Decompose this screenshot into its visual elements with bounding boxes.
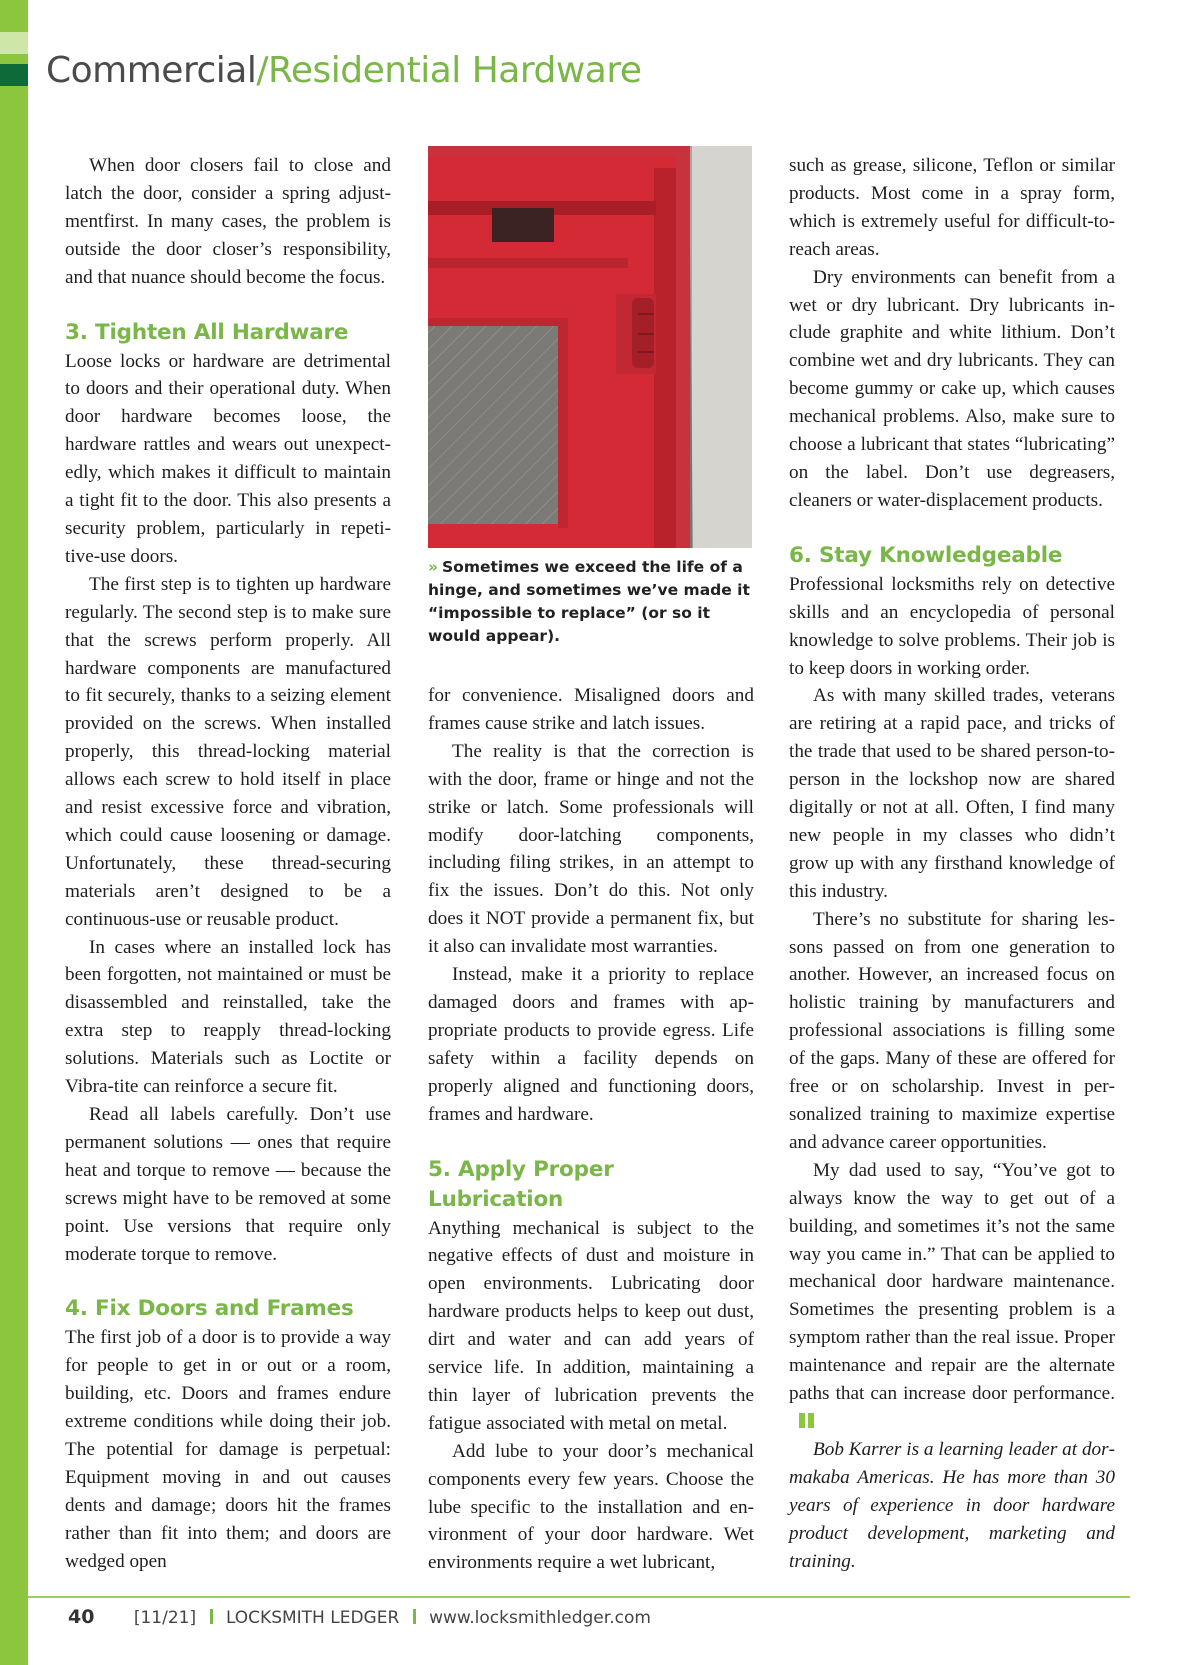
paragraph: Dry environments can benefit from a wet or dry lubricant. Dry lubricants include graphite and white lithium. Don’t combine wet and dry lubricants. They can become gummy or cake up, which causes mechanical problems. Also, make sure to choose a lubricant that states “lubricating” on the label. Don’t use degreasers, cleaners or water-displacement products. <box>789 266 1115 511</box>
website-link[interactable]: www.locksmithledger.com <box>429 1608 651 1628</box>
paragraph: In cases where an installed lock has been forgotten, not maintained or must be disassembled and reinstalled, take the extra step to reapply thread-locking solutions. Materials such as Loctite or Vibra-tite can reinforce a secure fit. <box>65 936 391 1098</box>
closing-text: My dad used to say, “You’ve got to always know the way to get out of a building, and sometimes it’s not the same way you came in.” That can be applied to mechanical door hardware maintenance. Sometimes the presenting problem is a symptom rather than the real issue. Proper maintenance and repair are the alternate paths that can increase door performance. <box>789 1159 1115 1405</box>
paragraph: The reality is that the correction is with the door, frame or hinge and not the strike or latch. Some professionals will modify door-latching components, including filing strikes, in an attempt to fix the issues. Don’t do this. Not only does it NOT provide a permanent fix, but it also can invalidate most warranties. <box>428 740 754 958</box>
subheading-tighten-hardware: 3. Tighten All Hardware <box>65 319 349 345</box>
header-part-commercial: Commercial <box>46 50 257 91</box>
column-2 <box>428 152 754 1577</box>
paragraph: Read all labels carefully. Don’t use permanent solutions — ones that require heat and torque to remove — because the screws might have to be removed at some point. Use versions that require only moderate torque to remove. <box>65 1104 391 1265</box>
paragraph-closing <box>789 1157 1115 1436</box>
column-3 <box>789 152 1115 1575</box>
caption-text: Sometimes we exceed the life of a hinge, and sometimes we’ve made it “impossible to replace” (or so it would appear). <box>428 558 750 645</box>
paragraph: The first step is to tighten up hardware regularly. The second step is to make sure that the screws perform properly. All hardware components are manufactured to fit securely, thanks to a seizing element provided on the screws. When installed properly, this thread-locking material allows each screw to hold itself in place and resist excessive force and vibration, which could cause loosening or damage. Unfortunately, these thread-securing materials aren’t designed to be a continuous-use or reusable product. <box>65 573 391 930</box>
red-door-hinge-photo <box>428 146 752 548</box>
footer-separator <box>413 1609 416 1624</box>
paragraph: Professional locksmiths rely on detective skills and an encyclopedia of personal knowledge to solve problems. Their job is to keep doors in working order. <box>789 573 1115 679</box>
page-footer <box>68 1606 651 1628</box>
door-photo-illustration <box>428 146 752 548</box>
paragraph: Loose locks or hardware are detrimental to doors and their operational duty. When door hardware becomes loose, the hardware rattles and wears out unexpectedly, which makes it difficult to maintain a tight fit to the door. This also presents a security problem, particularly in repetitive-use doors. <box>65 350 391 567</box>
footer-separator <box>210 1609 213 1624</box>
double-chevron-right-icon: » <box>428 558 439 576</box>
author-bio: Bob Karrer is a learning leader at dormakaba Americas. He has more than 30 years of experience in door hardware product development, marketing and training. <box>789 1438 1115 1572</box>
photo-caption <box>428 556 754 648</box>
subheading-stay-knowledgeable: 6. Stay Knowledgeable <box>789 542 1063 568</box>
paragraph: such as grease, silicone, Teflon or similar products. Most come in a spray form, which is extremely useful for difficult-to-reach areas. <box>789 155 1115 260</box>
paragraph: As with many skilled trades, veterans are retiring at a rapid pace, and tricks of the trade that used to be shared person-to-person in the lockshop now are shared digitally or not at all. Often, I find many new people in my classes who didn’t grow up with any firsthand knowledge of this industry. <box>789 685 1115 902</box>
light-green-tab <box>0 32 28 54</box>
paragraph: Add lube to your door’s mechanical components every few years. Choose the lube specific to the installation and environment of your door hardware. Wet environments require a wet lubricant, <box>428 1440 754 1574</box>
header-part-residential: Residential Hardware <box>267 50 642 91</box>
page-number: 40 <box>68 1606 95 1628</box>
column-1 <box>65 152 391 1576</box>
dark-green-tab <box>0 64 28 86</box>
paragraph: There’s no substitute for sharing lessons passed on from one generation to another. However, an increased focus on holistic training by manufacturers and professional associations is filling some of the gaps. Many of these are offered for free or on scholarship. Invest in personalized training to maximize expertise and advance career opportunities. <box>789 908 1115 1153</box>
section-header <box>46 50 642 91</box>
publication-name: LOCKSMITH LEDGER <box>225 1608 400 1628</box>
left-accent-bar <box>0 0 28 1665</box>
paragraph: Anything mechanical is subject to the negative effects of dust and moisture in open environments. Lubricating door hardware products helps to keep out dust, dirt and water and can add years of service life. In addition, maintaining a thin layer of lubrication prevents the fatigue associated with metal on metal. <box>428 1217 754 1434</box>
subheading-apply-lubrication: 5. Apply Proper Lubrication <box>428 1156 614 1212</box>
paragraph: Instead, make it a priority to replace damaged doors and frames with appropriate products to provide egress. Life safety within a facility depends on properly aligned and functioning doors, frames and hardware. <box>428 964 754 1125</box>
footer-rule <box>28 1596 1130 1598</box>
paragraph: When door closers fail to close and latch the door, consider a spring adjustmentfirst. In many cases, the problem is outside the door closer’s responsibility, and that nuance should become the focus. <box>65 155 391 288</box>
end-of-article-icon <box>799 1413 805 1428</box>
issue-date: [11/21] <box>133 1608 197 1628</box>
paragraph: The first job of a door is to provide a way for people to get in or out or a room, building, etc. Doors and frames endure extreme conditions while doing their job. The potential for damage is perpetual: Equipment moving in and out causes dents and damage; doors hit the frames rather than fit into them; and doors are wedged open <box>65 1327 391 1572</box>
header-slash: / <box>256 50 268 91</box>
paragraph: for convenience. Misaligned doors and frames cause strike and latch issues. <box>428 685 754 734</box>
subheading-fix-doors-frames: 4. Fix Doors and Frames <box>65 1296 354 1322</box>
